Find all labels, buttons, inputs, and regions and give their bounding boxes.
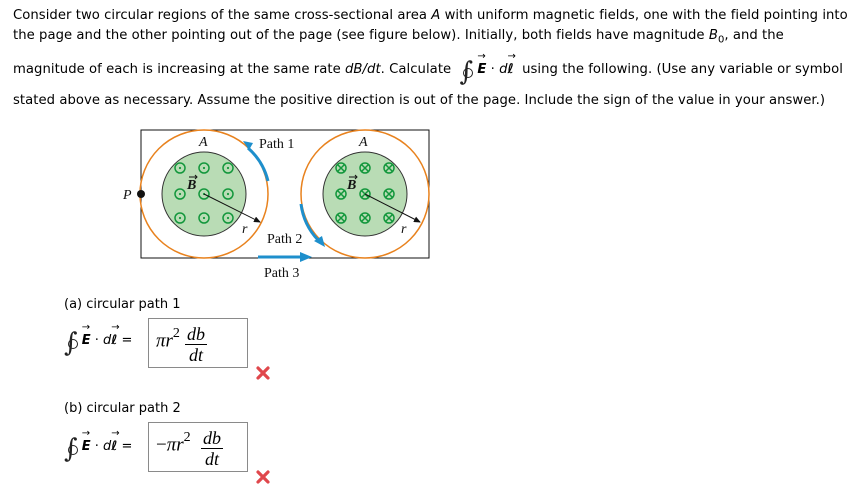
- contour-integral-icon: ∫: [459, 57, 474, 87]
- part-b-label: (b) circular path 2: [64, 401, 181, 416]
- d-symbol: d: [103, 439, 112, 454]
- area-variable: A: [431, 8, 441, 23]
- answer-exponent: 2: [172, 326, 180, 341]
- line-integral-expression: [64, 436, 132, 462]
- part-b-answer-input[interactable]: [148, 422, 248, 472]
- question-text: using the following. (Use any variable or symbol: [522, 62, 843, 77]
- label-r-right: r: [401, 222, 407, 237]
- question-text: , and the: [724, 28, 784, 43]
- path3-arrowhead: [300, 252, 312, 262]
- question-text: with uniform magnetic fields, one with the field pointing into: [440, 8, 848, 23]
- label-a-left: A: [199, 135, 208, 150]
- label-path-1: Path 1: [259, 137, 295, 152]
- fraction-numerator: db: [187, 324, 205, 344]
- label-path-2: Path 2: [267, 232, 303, 247]
- question-text: . Calculate: [380, 62, 452, 77]
- part-b-integral: [64, 436, 132, 462]
- incorrect-x-icon: [256, 366, 270, 380]
- answer-fraction: [201, 429, 223, 468]
- label-p: P: [123, 188, 132, 203]
- dot-operator: ·: [490, 62, 495, 77]
- question-text: Consider two circular regions of the same cross-sectional area: [13, 8, 432, 23]
- dot-operator: ·: [94, 333, 99, 348]
- question-text: the page and the other pointing out of the page (see figure below). Initially, both fields have magnitude: [13, 28, 709, 43]
- label-b-left: B: [187, 178, 197, 193]
- answer-coefficient: πr: [156, 330, 173, 352]
- equals-sign: =: [121, 439, 133, 454]
- label-a-right: A: [359, 135, 368, 150]
- part-a-label: (a) circular path 1: [64, 297, 181, 312]
- part-a-answer-input[interactable]: [148, 318, 248, 368]
- l-vector: → ℓ: [508, 62, 514, 77]
- contour-integral-icon: ∫: [64, 328, 78, 358]
- d-symbol: d: [499, 62, 508, 77]
- line-integral-expression: [64, 330, 132, 356]
- l-vector: → ℓ: [111, 333, 117, 348]
- fraction-denominator: dt: [188, 345, 203, 365]
- label-path-3: Path 3: [264, 266, 300, 281]
- fraction-denominator: dt: [204, 449, 219, 469]
- d-symbol: d: [103, 333, 112, 348]
- label-r-left: r: [242, 222, 248, 237]
- dot-operator: ·: [94, 439, 99, 454]
- l-vector: → ℓ: [111, 439, 117, 454]
- equals-sign: =: [121, 333, 133, 348]
- answer-fraction: [185, 325, 207, 364]
- answer-sign: −: [156, 434, 167, 456]
- label-b-right: B: [347, 178, 357, 193]
- answer-exponent: 2: [183, 430, 191, 445]
- contour-integral-icon: ∫: [64, 434, 78, 464]
- incorrect-x-icon: [256, 470, 270, 484]
- b0-variable: B: [708, 28, 718, 43]
- answer-coefficient: πr: [166, 434, 184, 456]
- rate-variable: dB/dt: [345, 62, 381, 77]
- e-vector: → E: [82, 333, 91, 348]
- e-vector: → E: [477, 62, 486, 77]
- part-a-integral: [64, 330, 132, 356]
- question-text: stated above as necessary. Assume the positive direction is out of the page. Include the sign of the value in your answer.): [13, 93, 826, 108]
- e-vector: → E: [82, 439, 91, 454]
- point-p: [137, 190, 145, 198]
- fraction-numerator: db: [203, 428, 221, 448]
- b0-subscript: 0: [717, 34, 725, 46]
- question-text: magnitude of each is increasing at the same rate: [13, 62, 346, 77]
